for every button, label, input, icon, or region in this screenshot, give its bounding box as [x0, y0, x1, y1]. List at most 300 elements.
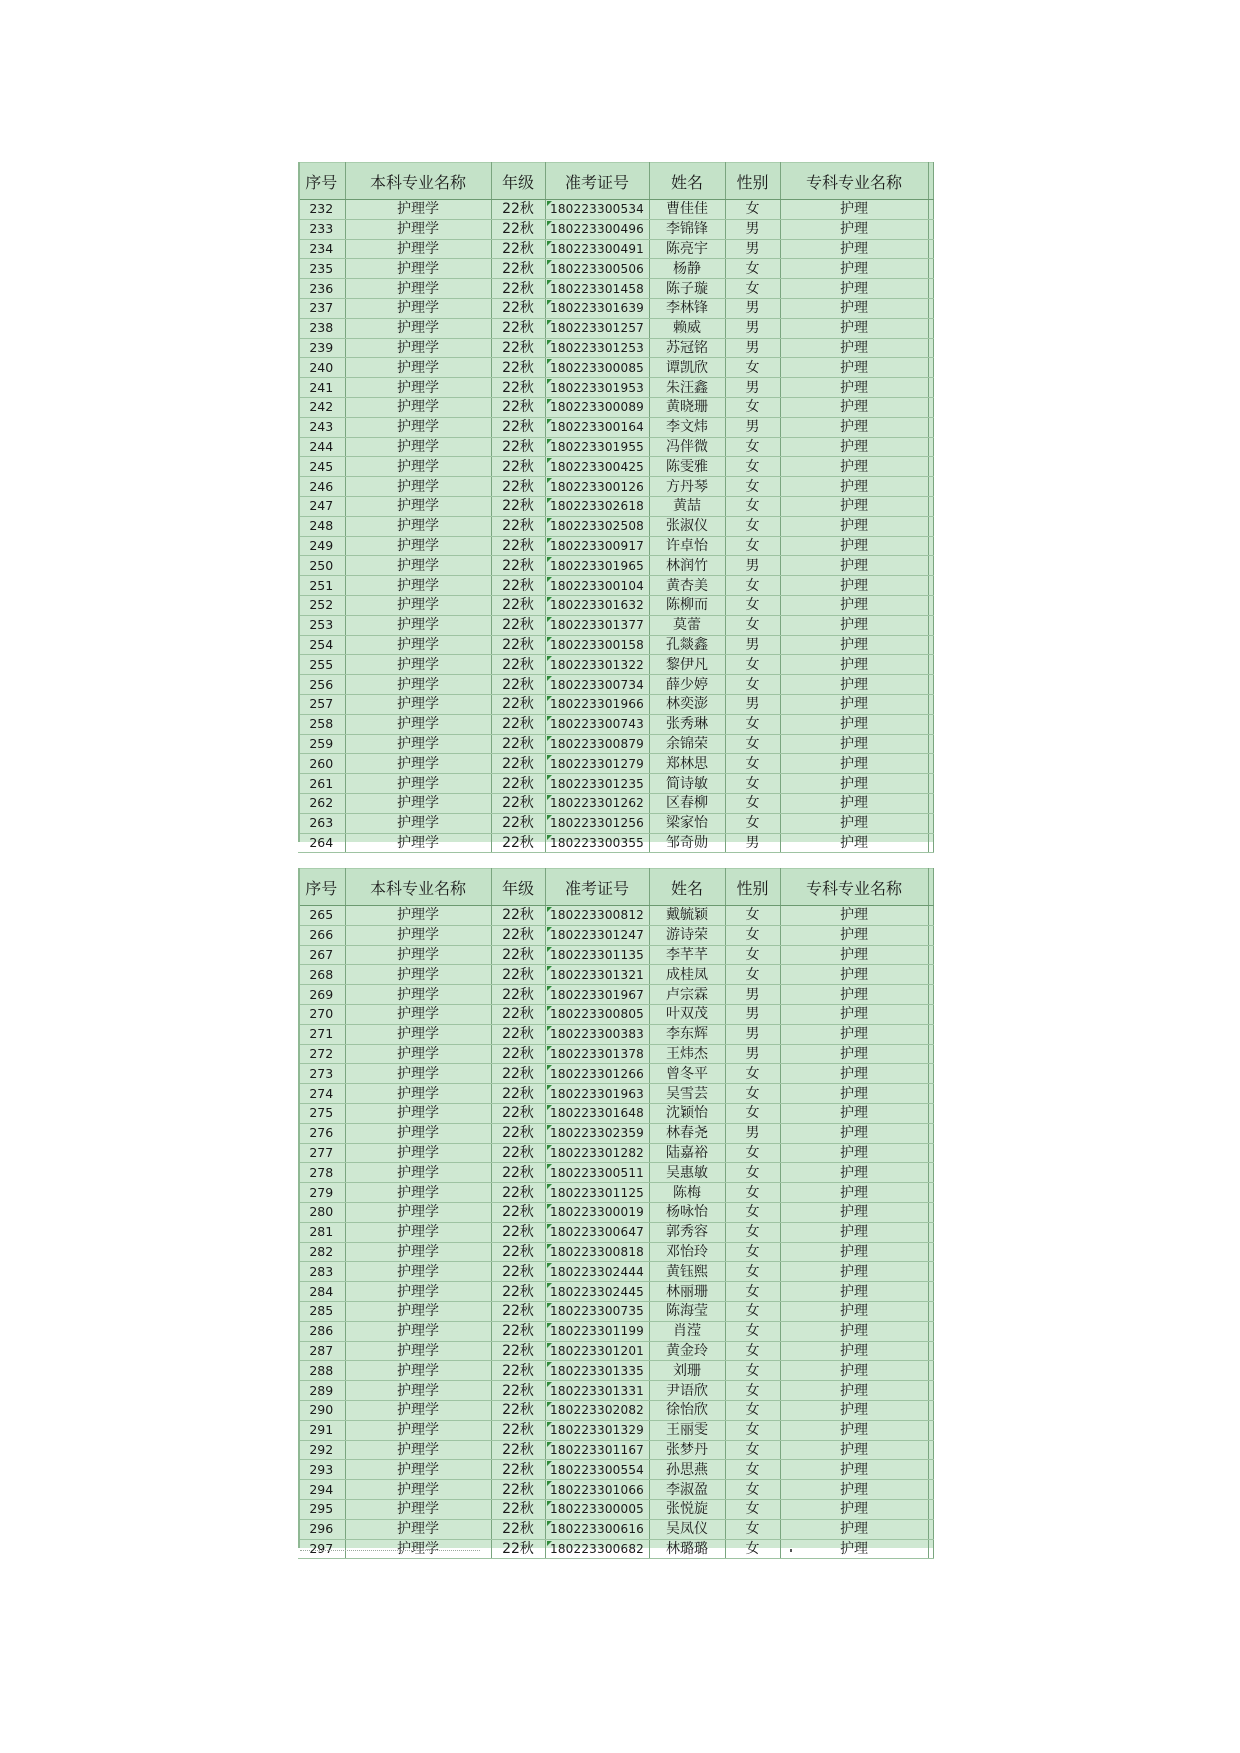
cell-exam-id[interactable]: 180223302444	[545, 1262, 649, 1282]
cell-grade[interactable]: 22秋	[491, 1103, 545, 1123]
cell-name[interactable]: 黄杏美	[649, 576, 725, 596]
cell-gender[interactable]: 男	[725, 318, 780, 338]
cell-gender[interactable]: 女	[725, 793, 780, 813]
cell-name[interactable]: 赖威	[649, 318, 725, 338]
cell-exam-id[interactable]: 180223301279	[545, 754, 649, 774]
cell-name[interactable]: 莫蕾	[649, 615, 725, 635]
cell-gender[interactable]: 女	[725, 1381, 780, 1401]
cell-seq[interactable]: 248	[298, 516, 345, 536]
cell-exam-id[interactable]: 180223300019	[545, 1202, 649, 1222]
cell-major[interactable]: 护理学	[345, 1282, 491, 1302]
cell-name[interactable]: 叶双茂	[649, 1004, 725, 1024]
cell-name[interactable]: 成桂凤	[649, 965, 725, 985]
cell-grade[interactable]: 22秋	[491, 1202, 545, 1222]
cell-name[interactable]: 李芊芊	[649, 945, 725, 965]
cell-name[interactable]: 陈海莹	[649, 1301, 725, 1321]
cell-seq[interactable]: 246	[298, 477, 345, 497]
cell-gender[interactable]: 男	[725, 239, 780, 259]
cell-exam-id[interactable]: 180223301066	[545, 1480, 649, 1500]
cell-major[interactable]: 护理学	[345, 1202, 491, 1222]
cell-major[interactable]: 护理学	[345, 536, 491, 556]
cell-gender[interactable]: 女	[725, 1103, 780, 1123]
cell-grade[interactable]: 22秋	[491, 1420, 545, 1440]
cell-exam-id[interactable]: 180223301966	[545, 694, 649, 714]
cell-name[interactable]: 苏冠铭	[649, 338, 725, 358]
cell-seq[interactable]: 243	[298, 417, 345, 437]
cell-major[interactable]: 护理学	[345, 675, 491, 695]
cell-name[interactable]: 梁家怡	[649, 813, 725, 833]
cell-name[interactable]: 尹语欣	[649, 1381, 725, 1401]
cell-college-major[interactable]: 护理	[780, 397, 928, 417]
cell-name[interactable]: 吴凤仪	[649, 1519, 725, 1539]
cell-gender[interactable]: 女	[725, 1440, 780, 1460]
cell-gender[interactable]: 男	[725, 694, 780, 714]
cell-college-major[interactable]: 护理	[780, 279, 928, 299]
cell-seq[interactable]: 244	[298, 437, 345, 457]
cell-grade[interactable]: 22秋	[491, 516, 545, 536]
cell-major[interactable]: 护理学	[345, 1440, 491, 1460]
cell-gender[interactable]: 女	[725, 714, 780, 734]
cell-seq[interactable]: 267	[298, 945, 345, 965]
cell-exam-id[interactable]: 180223301135	[545, 945, 649, 965]
cell-gender[interactable]: 男	[725, 556, 780, 576]
header-exam-id[interactable]: 准考证号	[545, 163, 649, 200]
cell-gender[interactable]: 女	[725, 1301, 780, 1321]
cell-seq[interactable]: 268	[298, 965, 345, 985]
cell-name[interactable]: 林璐璐	[649, 1539, 725, 1559]
cell-college-major[interactable]: 护理	[780, 259, 928, 279]
cell-gender[interactable]: 女	[725, 1064, 780, 1084]
cell-college-major[interactable]: 护理	[780, 1381, 928, 1401]
cell-name[interactable]: 林丽珊	[649, 1282, 725, 1302]
cell-seq[interactable]: 238	[298, 318, 345, 338]
cell-seq[interactable]: 277	[298, 1143, 345, 1163]
cell-gender[interactable]: 女	[725, 675, 780, 695]
cell-college-major[interactable]: 护理	[780, 1341, 928, 1361]
cell-gender[interactable]: 女	[725, 536, 780, 556]
cell-college-major[interactable]: 护理	[780, 595, 928, 615]
cell-name[interactable]: 黄喆	[649, 496, 725, 516]
cell-name[interactable]: 黄金玲	[649, 1341, 725, 1361]
cell-gender[interactable]: 女	[725, 259, 780, 279]
cell-major[interactable]: 护理学	[345, 298, 491, 318]
cell-grade[interactable]: 22秋	[491, 576, 545, 596]
cell-name[interactable]: 孔燚鑫	[649, 635, 725, 655]
cell-exam-id[interactable]: 180223300158	[545, 635, 649, 655]
cell-grade[interactable]: 22秋	[491, 417, 545, 437]
cell-major[interactable]: 护理学	[345, 219, 491, 239]
cell-grade[interactable]: 22秋	[491, 1440, 545, 1460]
cell-name[interactable]: 黎伊凡	[649, 655, 725, 675]
cell-major[interactable]: 护理学	[345, 496, 491, 516]
cell-grade[interactable]: 22秋	[491, 965, 545, 985]
cell-exam-id[interactable]: 180223300534	[545, 200, 649, 220]
cell-exam-id[interactable]: 180223301967	[545, 985, 649, 1005]
cell-exam-id[interactable]: 180223300425	[545, 457, 649, 477]
cell-major[interactable]: 护理学	[345, 985, 491, 1005]
cell-exam-id[interactable]: 180223300743	[545, 714, 649, 734]
cell-seq[interactable]: 283	[298, 1262, 345, 1282]
cell-grade[interactable]: 22秋	[491, 714, 545, 734]
cell-seq[interactable]: 252	[298, 595, 345, 615]
cell-seq[interactable]: 284	[298, 1282, 345, 1302]
cell-name[interactable]: 陈梅	[649, 1183, 725, 1203]
cell-grade[interactable]: 22秋	[491, 793, 545, 813]
cell-grade[interactable]: 22秋	[491, 1519, 545, 1539]
cell-major[interactable]: 护理学	[345, 595, 491, 615]
cell-grade[interactable]: 22秋	[491, 1480, 545, 1500]
cell-seq[interactable]: 273	[298, 1064, 345, 1084]
cell-exam-id[interactable]: 180223300812	[545, 906, 649, 926]
cell-exam-id[interactable]: 180223301282	[545, 1143, 649, 1163]
cell-gender[interactable]: 女	[725, 1222, 780, 1242]
cell-grade[interactable]: 22秋	[491, 1242, 545, 1262]
header-name[interactable]: 姓名	[649, 869, 725, 906]
cell-name[interactable]: 张秀琳	[649, 714, 725, 734]
cell-seq[interactable]: 287	[298, 1341, 345, 1361]
cell-grade[interactable]: 22秋	[491, 1064, 545, 1084]
cell-exam-id[interactable]: 180223300805	[545, 1004, 649, 1024]
cell-exam-id[interactable]: 180223300383	[545, 1024, 649, 1044]
cell-exam-id[interactable]: 180223301125	[545, 1183, 649, 1203]
cell-college-major[interactable]: 护理	[780, 774, 928, 794]
cell-exam-id[interactable]: 180223300085	[545, 358, 649, 378]
cell-grade[interactable]: 22秋	[491, 397, 545, 417]
cell-seq[interactable]: 232	[298, 200, 345, 220]
cell-gender[interactable]: 女	[725, 1084, 780, 1104]
cell-college-major[interactable]: 护理	[780, 1084, 928, 1104]
cell-seq[interactable]: 289	[298, 1381, 345, 1401]
cell-seq[interactable]: 259	[298, 734, 345, 754]
cell-college-major[interactable]: 护理	[780, 556, 928, 576]
cell-grade[interactable]: 22秋	[491, 615, 545, 635]
cell-gender[interactable]: 男	[725, 985, 780, 1005]
cell-gender[interactable]: 女	[725, 1262, 780, 1282]
cell-major[interactable]: 护理学	[345, 1222, 491, 1242]
cell-name[interactable]: 陈柳而	[649, 595, 725, 615]
cell-seq[interactable]: 295	[298, 1499, 345, 1519]
cell-name[interactable]: 陈亮宇	[649, 239, 725, 259]
cell-exam-id[interactable]: 180223300554	[545, 1460, 649, 1480]
cell-college-major[interactable]: 护理	[780, 1064, 928, 1084]
cell-name[interactable]: 王丽雯	[649, 1420, 725, 1440]
cell-college-major[interactable]: 护理	[780, 318, 928, 338]
cell-seq[interactable]: 261	[298, 774, 345, 794]
cell-grade[interactable]: 22秋	[491, 635, 545, 655]
cell-grade[interactable]: 22秋	[491, 1301, 545, 1321]
cell-name[interactable]: 许卓怡	[649, 536, 725, 556]
cell-gender[interactable]: 女	[725, 358, 780, 378]
cell-college-major[interactable]: 护理	[780, 358, 928, 378]
cell-gender[interactable]: 女	[725, 1282, 780, 1302]
cell-major[interactable]: 护理学	[345, 635, 491, 655]
cell-grade[interactable]: 22秋	[491, 595, 545, 615]
header-college-major[interactable]: 专科专业名称	[780, 869, 928, 906]
cell-name[interactable]: 张淑仪	[649, 516, 725, 536]
cell-grade[interactable]: 22秋	[491, 1321, 545, 1341]
cell-major[interactable]: 护理学	[345, 576, 491, 596]
cell-grade[interactable]: 22秋	[491, 1282, 545, 1302]
cell-college-major[interactable]: 护理	[780, 1321, 928, 1341]
cell-exam-id[interactable]: 180223300496	[545, 219, 649, 239]
cell-gender[interactable]: 女	[725, 477, 780, 497]
cell-college-major[interactable]: 护理	[780, 1440, 928, 1460]
cell-exam-id[interactable]: 180223300491	[545, 239, 649, 259]
cell-college-major[interactable]: 护理	[780, 1519, 928, 1539]
header-exam-id[interactable]: 准考证号	[545, 869, 649, 906]
cell-seq[interactable]: 280	[298, 1202, 345, 1222]
cell-name[interactable]: 冯伴微	[649, 437, 725, 457]
cell-grade[interactable]: 22秋	[491, 734, 545, 754]
cell-exam-id[interactable]: 180223301256	[545, 813, 649, 833]
cell-gender[interactable]: 女	[725, 754, 780, 774]
cell-major[interactable]: 护理学	[345, 358, 491, 378]
cell-seq[interactable]: 262	[298, 793, 345, 813]
cell-exam-id[interactable]: 180223300089	[545, 397, 649, 417]
cell-major[interactable]: 护理学	[345, 945, 491, 965]
cell-name[interactable]: 张梦丹	[649, 1440, 725, 1460]
cell-seq[interactable]: 275	[298, 1103, 345, 1123]
cell-grade[interactable]: 22秋	[491, 1400, 545, 1420]
cell-name[interactable]: 沈颖怡	[649, 1103, 725, 1123]
cell-college-major[interactable]: 护理	[780, 1262, 928, 1282]
cell-major[interactable]: 护理学	[345, 1044, 491, 1064]
cell-gender[interactable]: 女	[725, 945, 780, 965]
cell-college-major[interactable]: 护理	[780, 965, 928, 985]
cell-grade[interactable]: 22秋	[491, 437, 545, 457]
cell-grade[interactable]: 22秋	[491, 279, 545, 299]
cell-exam-id[interactable]: 180223300126	[545, 477, 649, 497]
cell-name[interactable]: 陆嘉裕	[649, 1143, 725, 1163]
cell-college-major[interactable]: 护理	[780, 417, 928, 437]
cell-seq[interactable]: 245	[298, 457, 345, 477]
cell-seq[interactable]: 278	[298, 1163, 345, 1183]
cell-seq[interactable]: 251	[298, 576, 345, 596]
cell-gender[interactable]: 女	[725, 1361, 780, 1381]
cell-gender[interactable]: 女	[725, 1321, 780, 1341]
cell-grade[interactable]: 22秋	[491, 1341, 545, 1361]
cell-exam-id[interactable]: 180223301378	[545, 1044, 649, 1064]
cell-seq[interactable]: 249	[298, 536, 345, 556]
cell-grade[interactable]: 22秋	[491, 536, 545, 556]
cell-major[interactable]: 护理学	[345, 1381, 491, 1401]
cell-gender[interactable]: 男	[725, 833, 780, 853]
cell-exam-id[interactable]: 180223302082	[545, 1400, 649, 1420]
cell-gender[interactable]: 女	[725, 1163, 780, 1183]
cell-gender[interactable]: 女	[725, 734, 780, 754]
cell-major[interactable]: 护理学	[345, 965, 491, 985]
cell-major[interactable]: 护理学	[345, 338, 491, 358]
cell-gender[interactable]: 女	[725, 457, 780, 477]
cell-grade[interactable]: 22秋	[491, 1183, 545, 1203]
cell-name[interactable]: 王炜杰	[649, 1044, 725, 1064]
cell-name[interactable]: 李文炜	[649, 417, 725, 437]
cell-seq[interactable]: 291	[298, 1420, 345, 1440]
cell-seq[interactable]: 281	[298, 1222, 345, 1242]
cell-gender[interactable]: 女	[725, 516, 780, 536]
cell-major[interactable]: 护理学	[345, 457, 491, 477]
cell-exam-id[interactable]: 180223300734	[545, 675, 649, 695]
cell-grade[interactable]: 22秋	[491, 239, 545, 259]
cell-name[interactable]: 曾冬平	[649, 1064, 725, 1084]
cell-exam-id[interactable]: 180223300511	[545, 1163, 649, 1183]
cell-exam-id[interactable]: 180223301458	[545, 279, 649, 299]
cell-gender[interactable]: 女	[725, 1420, 780, 1440]
cell-name[interactable]: 简诗敏	[649, 774, 725, 794]
cell-college-major[interactable]: 护理	[780, 1301, 928, 1321]
cell-gender[interactable]: 男	[725, 1004, 780, 1024]
cell-major[interactable]: 护理学	[345, 1301, 491, 1321]
header-major[interactable]: 本科专业名称	[345, 869, 491, 906]
cell-gender[interactable]: 男	[725, 635, 780, 655]
cell-gender[interactable]: 女	[725, 1519, 780, 1539]
cell-exam-id[interactable]: 180223300164	[545, 417, 649, 437]
cell-college-major[interactable]: 护理	[780, 1004, 928, 1024]
cell-name[interactable]: 李林锋	[649, 298, 725, 318]
cell-exam-id[interactable]: 180223300616	[545, 1519, 649, 1539]
cell-exam-id[interactable]: 180223301648	[545, 1103, 649, 1123]
cell-major[interactable]: 护理学	[345, 813, 491, 833]
cell-grade[interactable]: 22秋	[491, 219, 545, 239]
cell-name[interactable]: 郭秀容	[649, 1222, 725, 1242]
cell-major[interactable]: 护理学	[345, 793, 491, 813]
cell-exam-id[interactable]: 180223300506	[545, 259, 649, 279]
cell-major[interactable]: 护理学	[345, 1103, 491, 1123]
cell-college-major[interactable]: 护理	[780, 1539, 928, 1559]
cell-college-major[interactable]: 护理	[780, 1163, 928, 1183]
cell-grade[interactable]: 22秋	[491, 1460, 545, 1480]
cell-name[interactable]: 杨静	[649, 259, 725, 279]
cell-college-major[interactable]: 护理	[780, 734, 928, 754]
cell-gender[interactable]: 女	[725, 1400, 780, 1420]
cell-gender[interactable]: 女	[725, 965, 780, 985]
cell-major[interactable]: 护理学	[345, 1064, 491, 1084]
cell-name[interactable]: 李锦锋	[649, 219, 725, 239]
cell-name[interactable]: 陈雯雅	[649, 457, 725, 477]
cell-gender[interactable]: 女	[725, 1242, 780, 1262]
cell-college-major[interactable]: 护理	[780, 457, 928, 477]
cell-college-major[interactable]: 护理	[780, 833, 928, 853]
cell-seq[interactable]: 293	[298, 1460, 345, 1480]
cell-gender[interactable]: 女	[725, 200, 780, 220]
cell-major[interactable]: 护理学	[345, 655, 491, 675]
cell-college-major[interactable]: 护理	[780, 1282, 928, 1302]
cell-major[interactable]: 护理学	[345, 1024, 491, 1044]
cell-college-major[interactable]: 护理	[780, 1024, 928, 1044]
cell-seq[interactable]: 294	[298, 1480, 345, 1500]
cell-major[interactable]: 护理学	[345, 1084, 491, 1104]
cell-grade[interactable]: 22秋	[491, 298, 545, 318]
cell-exam-id[interactable]: 180223301322	[545, 655, 649, 675]
cell-major[interactable]: 护理学	[345, 1341, 491, 1361]
cell-major[interactable]: 护理学	[345, 437, 491, 457]
cell-seq[interactable]: 288	[298, 1361, 345, 1381]
cell-grade[interactable]: 22秋	[491, 1044, 545, 1064]
cell-name[interactable]: 林润竹	[649, 556, 725, 576]
cell-grade[interactable]: 22秋	[491, 985, 545, 1005]
cell-name[interactable]: 游诗荣	[649, 925, 725, 945]
cell-major[interactable]: 护理学	[345, 615, 491, 635]
cell-college-major[interactable]: 护理	[780, 793, 928, 813]
cell-seq[interactable]: 297	[298, 1539, 345, 1559]
cell-seq[interactable]: 239	[298, 338, 345, 358]
cell-gender[interactable]: 女	[725, 615, 780, 635]
cell-exam-id[interactable]: 180223301201	[545, 1341, 649, 1361]
cell-exam-id[interactable]: 180223301639	[545, 298, 649, 318]
cell-name[interactable]: 余锦荣	[649, 734, 725, 754]
cell-grade[interactable]: 22秋	[491, 906, 545, 926]
cell-grade[interactable]: 22秋	[491, 1143, 545, 1163]
cell-exam-id[interactable]: 180223301257	[545, 318, 649, 338]
cell-seq[interactable]: 264	[298, 833, 345, 853]
cell-seq[interactable]: 247	[298, 496, 345, 516]
cell-exam-id[interactable]: 180223301963	[545, 1084, 649, 1104]
cell-name[interactable]: 林春尧	[649, 1123, 725, 1143]
cell-grade[interactable]: 22秋	[491, 358, 545, 378]
cell-grade[interactable]: 22秋	[491, 1123, 545, 1143]
cell-name[interactable]: 吴雪芸	[649, 1084, 725, 1104]
cell-college-major[interactable]: 护理	[780, 1480, 928, 1500]
cell-exam-id[interactable]: 180223301632	[545, 595, 649, 615]
cell-gender[interactable]: 男	[725, 417, 780, 437]
cell-major[interactable]: 护理学	[345, 1480, 491, 1500]
cell-college-major[interactable]: 护理	[780, 1400, 928, 1420]
cell-gender[interactable]: 女	[725, 906, 780, 926]
cell-gender[interactable]: 男	[725, 298, 780, 318]
cell-name[interactable]: 孙思燕	[649, 1460, 725, 1480]
cell-exam-id[interactable]: 180223301321	[545, 965, 649, 985]
cell-major[interactable]: 护理学	[345, 1460, 491, 1480]
cell-gender[interactable]: 女	[725, 1341, 780, 1361]
cell-exam-id[interactable]: 180223301329	[545, 1420, 649, 1440]
cell-name[interactable]: 杨咏怡	[649, 1202, 725, 1222]
cell-major[interactable]: 护理学	[345, 239, 491, 259]
cell-exam-id[interactable]: 180223300735	[545, 1301, 649, 1321]
cell-grade[interactable]: 22秋	[491, 1004, 545, 1024]
cell-seq[interactable]: 236	[298, 279, 345, 299]
cell-college-major[interactable]: 护理	[780, 635, 928, 655]
cell-seq[interactable]: 279	[298, 1183, 345, 1203]
cell-grade[interactable]: 22秋	[491, 496, 545, 516]
cell-seq[interactable]: 282	[298, 1242, 345, 1262]
cell-grade[interactable]: 22秋	[491, 259, 545, 279]
cell-exam-id[interactable]: 180223301377	[545, 615, 649, 635]
cell-college-major[interactable]: 护理	[780, 1242, 928, 1262]
cell-grade[interactable]: 22秋	[491, 1084, 545, 1104]
cell-grade[interactable]: 22秋	[491, 1024, 545, 1044]
cell-major[interactable]: 护理学	[345, 1183, 491, 1203]
cell-name[interactable]: 陈子璇	[649, 279, 725, 299]
cell-name[interactable]: 刘珊	[649, 1361, 725, 1381]
cell-college-major[interactable]: 护理	[780, 239, 928, 259]
cell-gender[interactable]: 男	[725, 378, 780, 398]
cell-major[interactable]: 护理学	[345, 1262, 491, 1282]
cell-grade[interactable]: 22秋	[491, 945, 545, 965]
header-grade[interactable]: 年级	[491, 869, 545, 906]
cell-grade[interactable]: 22秋	[491, 477, 545, 497]
cell-gender[interactable]: 女	[725, 1480, 780, 1500]
cell-grade[interactable]: 22秋	[491, 318, 545, 338]
cell-exam-id[interactable]: 180223300355	[545, 833, 649, 853]
cell-seq[interactable]: 258	[298, 714, 345, 734]
cell-major[interactable]: 护理学	[345, 1400, 491, 1420]
cell-exam-id[interactable]: 180223302445	[545, 1282, 649, 1302]
cell-seq[interactable]: 257	[298, 694, 345, 714]
cell-college-major[interactable]: 护理	[780, 675, 928, 695]
cell-seq[interactable]: 271	[298, 1024, 345, 1044]
cell-name[interactable]: 吴惠敏	[649, 1163, 725, 1183]
header-grade[interactable]: 年级	[491, 163, 545, 200]
